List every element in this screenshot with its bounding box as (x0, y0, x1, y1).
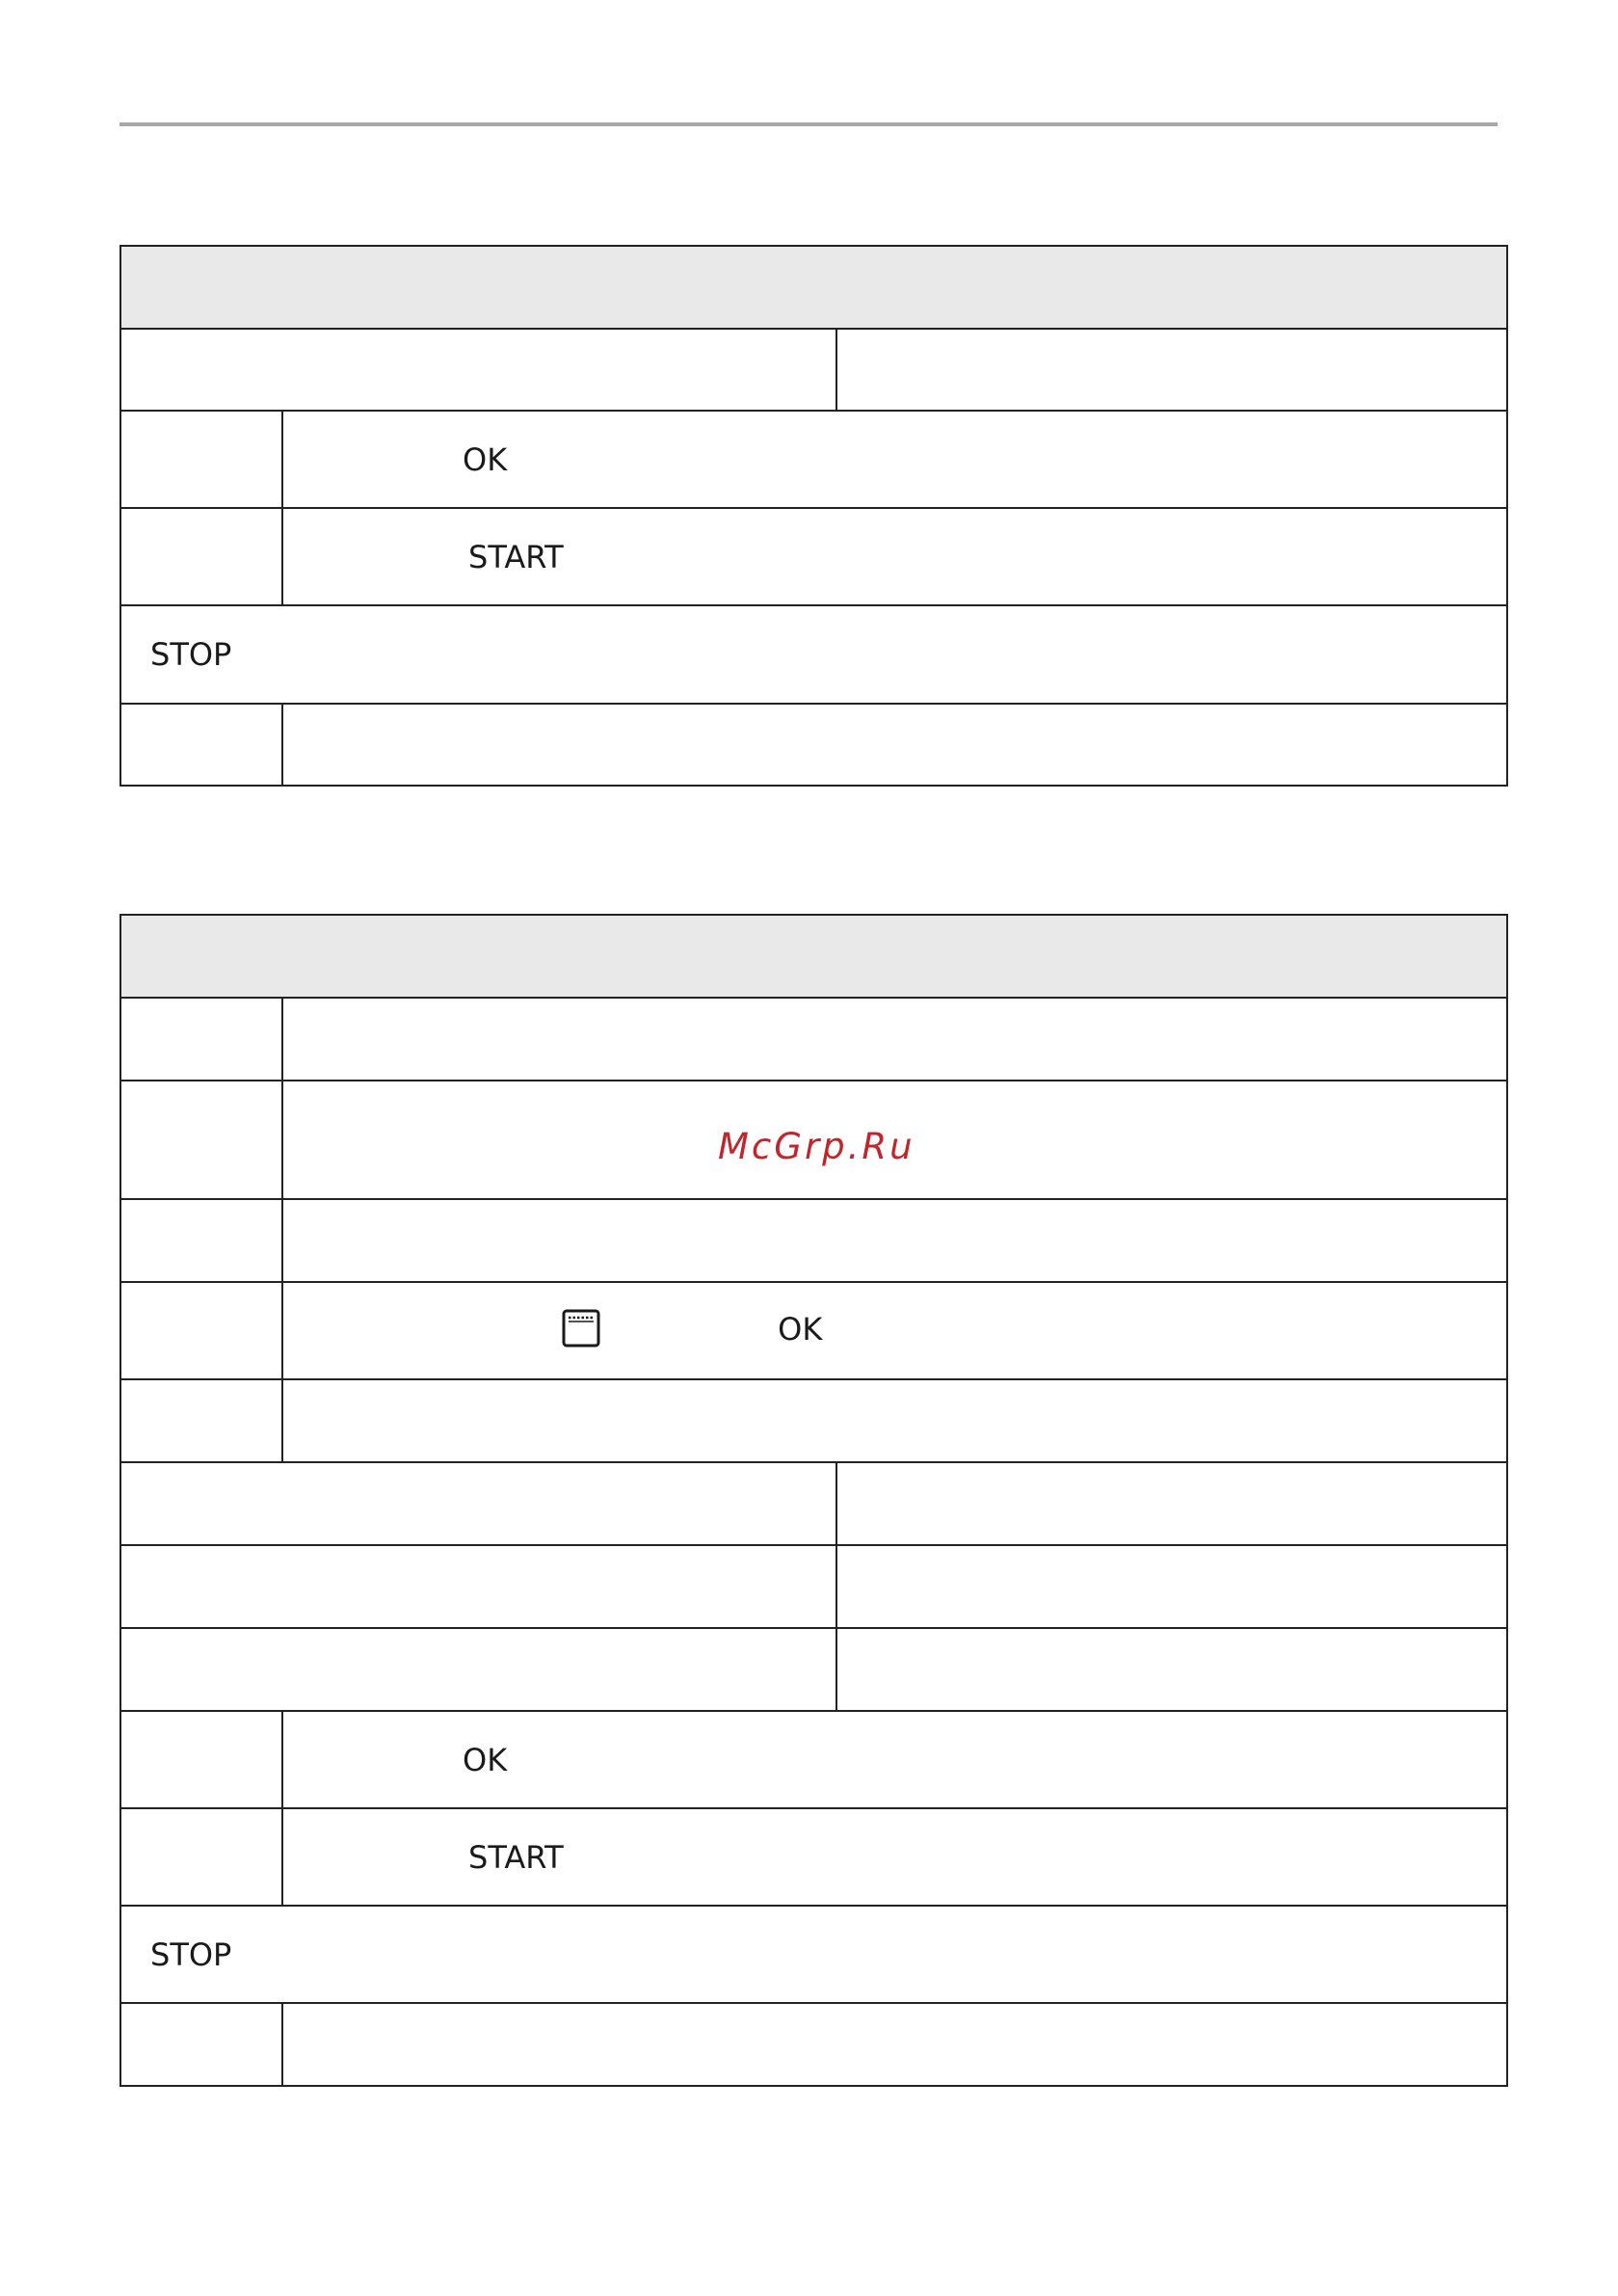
table-2-cell-right (836, 1628, 1507, 1711)
table-1 (119, 245, 1508, 787)
table-2-cell-left (120, 1628, 836, 1711)
table-2-step-number (120, 1808, 282, 1906)
table-2-step-number (120, 1711, 282, 1808)
table-2-step-text (282, 2003, 1507, 2086)
table-2-step-number (120, 1199, 282, 1282)
start-button-label: START (468, 1838, 564, 1876)
table-1-step-text (282, 508, 1507, 605)
table-2-step-number (120, 1282, 282, 1379)
table-1-step-text (282, 411, 1507, 508)
start-button-label: START (468, 538, 564, 575)
table-2-step-text (282, 1199, 1507, 1282)
top-rule (119, 122, 1498, 126)
table-2-cell-left (120, 1462, 836, 1545)
table-2-step-text (282, 1808, 1507, 1906)
ok-button-label: OK (463, 1741, 508, 1778)
table-2-step-number (120, 1081, 282, 1199)
table-1-step-text (282, 704, 1507, 786)
table-1-step-number (120, 411, 282, 508)
table-2-cell-right (836, 1545, 1507, 1628)
table-2-stop-row (120, 1906, 1507, 2003)
table-1-cell-right (836, 329, 1507, 411)
table-2-step-number (120, 998, 282, 1081)
table-1-header (120, 246, 1507, 329)
ok-button-label: OK (463, 441, 508, 478)
oven-icon (562, 1309, 600, 1352)
table-2-step-text (282, 1282, 1507, 1379)
table-1-cell-left (120, 329, 836, 411)
stop-button-label: STOP (150, 1936, 232, 1973)
table-2-cell-left (120, 1545, 836, 1628)
table-1-step-number (120, 508, 282, 605)
stop-button-label: STOP (150, 636, 232, 673)
table-2-header (120, 915, 1507, 998)
table-2-step-text (282, 998, 1507, 1081)
table-2 (119, 914, 1508, 2087)
table-2-step-text (282, 1711, 1507, 1808)
table-2-cell-right (836, 1462, 1507, 1545)
table-2-step-text (282, 1379, 1507, 1462)
table-2-step-number (120, 1379, 282, 1462)
ok-button-label: OK (778, 1310, 823, 1348)
table-2-step-number (120, 2003, 282, 2086)
table-1-stop-row (120, 605, 1507, 704)
watermark-text: McGrp.Ru (718, 1126, 915, 1167)
table-1-step-number (120, 704, 282, 786)
